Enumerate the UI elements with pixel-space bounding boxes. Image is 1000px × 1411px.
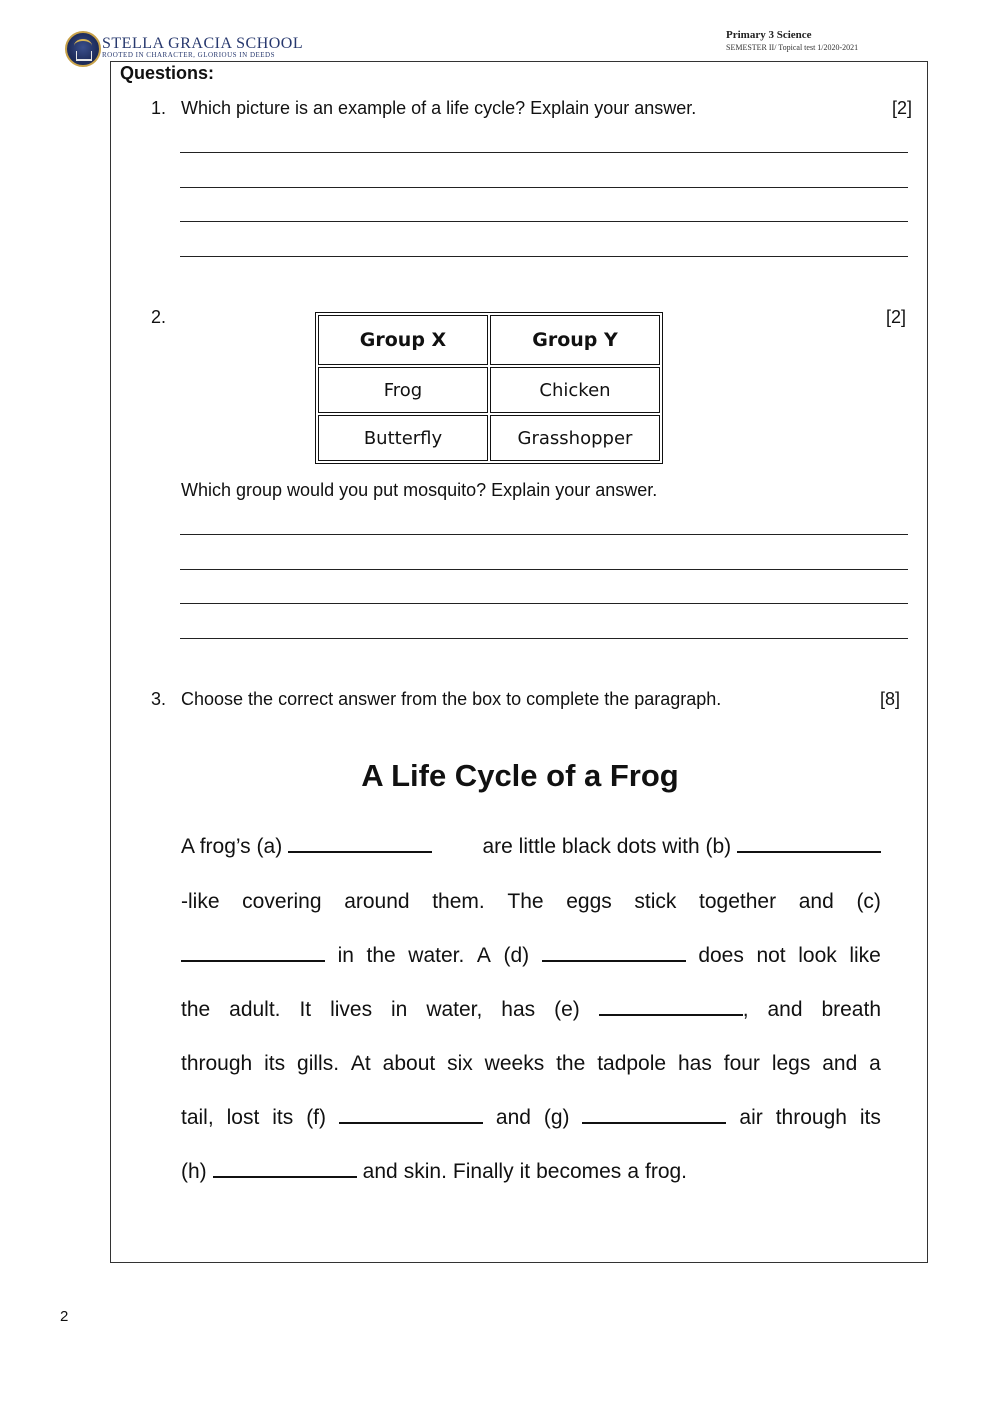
q2-number: 2.: [151, 307, 167, 327]
word: in: [337, 944, 354, 967]
blank-g[interactable]: [582, 1106, 726, 1124]
table-cell: Chicken: [490, 367, 660, 413]
word: has: [501, 998, 536, 1021]
word: look: [798, 944, 837, 967]
blank-a[interactable]: [288, 835, 432, 853]
q2-answer-line[interactable]: [180, 569, 908, 570]
word: not: [756, 944, 786, 967]
questions-heading: Questions:: [120, 63, 215, 83]
word: (e): [554, 998, 580, 1021]
question-frame: [110, 61, 928, 1263]
word: water,: [426, 998, 483, 1021]
word: does: [698, 944, 744, 967]
school-name: STELLA GRACIA SCHOOL: [102, 35, 304, 52]
q3-number: 3.: [151, 689, 167, 709]
group-table: [315, 312, 663, 464]
word: them.: [432, 890, 485, 913]
word: tadpole: [597, 1052, 667, 1075]
word: the: [556, 1052, 586, 1075]
word: eggs: [566, 890, 612, 913]
group-y-header: Group Y: [490, 315, 660, 365]
q1-marks: [2]: [892, 98, 913, 118]
word: are: [482, 835, 513, 858]
q2-answer-line[interactable]: [180, 603, 908, 604]
word: Finally: [452, 1160, 514, 1183]
table-cell: Frog: [318, 367, 488, 413]
paragraph-line-7: [181, 1160, 881, 1184]
word: it: [519, 1160, 531, 1183]
q1-answer-line[interactable]: [180, 221, 908, 222]
story-title: A Life Cycle of a Frog: [361, 758, 679, 793]
word: (b): [705, 835, 732, 858]
q2-answer-line[interactable]: [180, 638, 908, 639]
word: through: [775, 1106, 847, 1129]
q1-number: 1.: [151, 98, 167, 118]
q2-text: Which group would you put mosquito? Explain your answer.: [181, 480, 658, 500]
word: legs: [771, 1052, 811, 1075]
paragraph-line-1: [181, 835, 881, 859]
word: lost: [226, 1106, 260, 1129]
word: lives: [330, 998, 373, 1021]
word: becomes: [536, 1160, 622, 1183]
word: A: [476, 944, 491, 967]
word: frog’s: [199, 835, 251, 858]
comma: ,: [742, 998, 749, 1021]
word: its: [264, 1052, 286, 1075]
word: in: [391, 998, 408, 1021]
word: little: [518, 835, 557, 858]
word: covering: [242, 890, 322, 913]
paragraph-line-5: [181, 1052, 881, 1076]
paragraph-line-4: [181, 998, 881, 1022]
word: and: [822, 1052, 858, 1075]
table-cell: Butterfly: [318, 415, 488, 461]
paragraph-line-2: [181, 890, 881, 914]
school-motto: ROOTED IN CHARACTER, GLORIOUS IN DEEDS: [102, 51, 275, 59]
word: The: [507, 890, 544, 913]
word: six: [447, 1052, 473, 1075]
word: frog.: [645, 1160, 688, 1183]
table-cell: Grasshopper: [490, 415, 660, 461]
word: (d): [503, 944, 530, 967]
word: four: [723, 1052, 760, 1075]
word: with: [662, 835, 700, 858]
word: (a): [256, 835, 283, 858]
q1-answer-line[interactable]: [180, 152, 908, 153]
word: around: [344, 890, 410, 913]
word: its: [272, 1106, 294, 1129]
word: tail,: [181, 1106, 214, 1129]
word: the: [366, 944, 396, 967]
word: the: [181, 998, 211, 1021]
q3-text: Choose the correct answer from the box to complete the paragraph.: [181, 689, 722, 709]
word: stick: [634, 890, 677, 913]
word: A: [181, 835, 194, 858]
word: and: [362, 1160, 398, 1183]
word: its: [859, 1106, 881, 1129]
word: and: [767, 998, 803, 1021]
word: -like: [181, 890, 220, 913]
word: and: [798, 890, 834, 913]
blank-d[interactable]: [542, 944, 686, 962]
word: a: [869, 1052, 881, 1075]
word: and: [495, 1106, 531, 1129]
q1-answer-line[interactable]: [180, 256, 908, 257]
word: together: [699, 890, 777, 913]
word: breath: [821, 998, 881, 1021]
word: gills.: [297, 1052, 340, 1075]
word: like: [849, 944, 881, 967]
word: (f): [306, 1106, 327, 1129]
page-number: 2: [60, 1308, 69, 1325]
paragraph-line-3: [181, 944, 881, 968]
paragraph-line-6: [181, 1106, 881, 1130]
word: (h): [181, 1160, 207, 1183]
blank-h[interactable]: [213, 1160, 357, 1178]
test-info: SEMESTER II/ Topical test 1/2020-2021: [726, 43, 859, 52]
q2-marks: [2]: [886, 307, 907, 327]
school-logo-icon: [65, 31, 101, 67]
word: a: [627, 1160, 639, 1183]
word: air: [739, 1106, 763, 1129]
blank-f[interactable]: [339, 1106, 483, 1124]
word: weeks: [484, 1052, 545, 1075]
q1-text: Which picture is an example of a life cycle? Explain your answer.: [181, 98, 697, 118]
blank-e[interactable]: [599, 998, 743, 1016]
q2-answer-line[interactable]: [180, 534, 908, 535]
word: It: [299, 998, 312, 1021]
word: (g): [543, 1106, 570, 1129]
word: has: [677, 1052, 712, 1075]
q3-marks: [8]: [880, 689, 901, 709]
word: black: [561, 835, 611, 858]
word: through: [181, 1052, 253, 1075]
subject-title: Primary 3 Science: [726, 29, 812, 41]
word: At: [350, 1052, 371, 1075]
blank-c[interactable]: [181, 944, 325, 962]
q1-answer-line[interactable]: [180, 187, 908, 188]
blank-b[interactable]: [737, 835, 881, 853]
word: dots: [616, 835, 657, 858]
word: skin.: [403, 1160, 447, 1183]
word: about: [382, 1052, 436, 1075]
group-x-header: Group X: [318, 315, 488, 365]
word: water.: [408, 944, 465, 967]
word: adult.: [229, 998, 281, 1021]
word: (c): [856, 890, 881, 913]
